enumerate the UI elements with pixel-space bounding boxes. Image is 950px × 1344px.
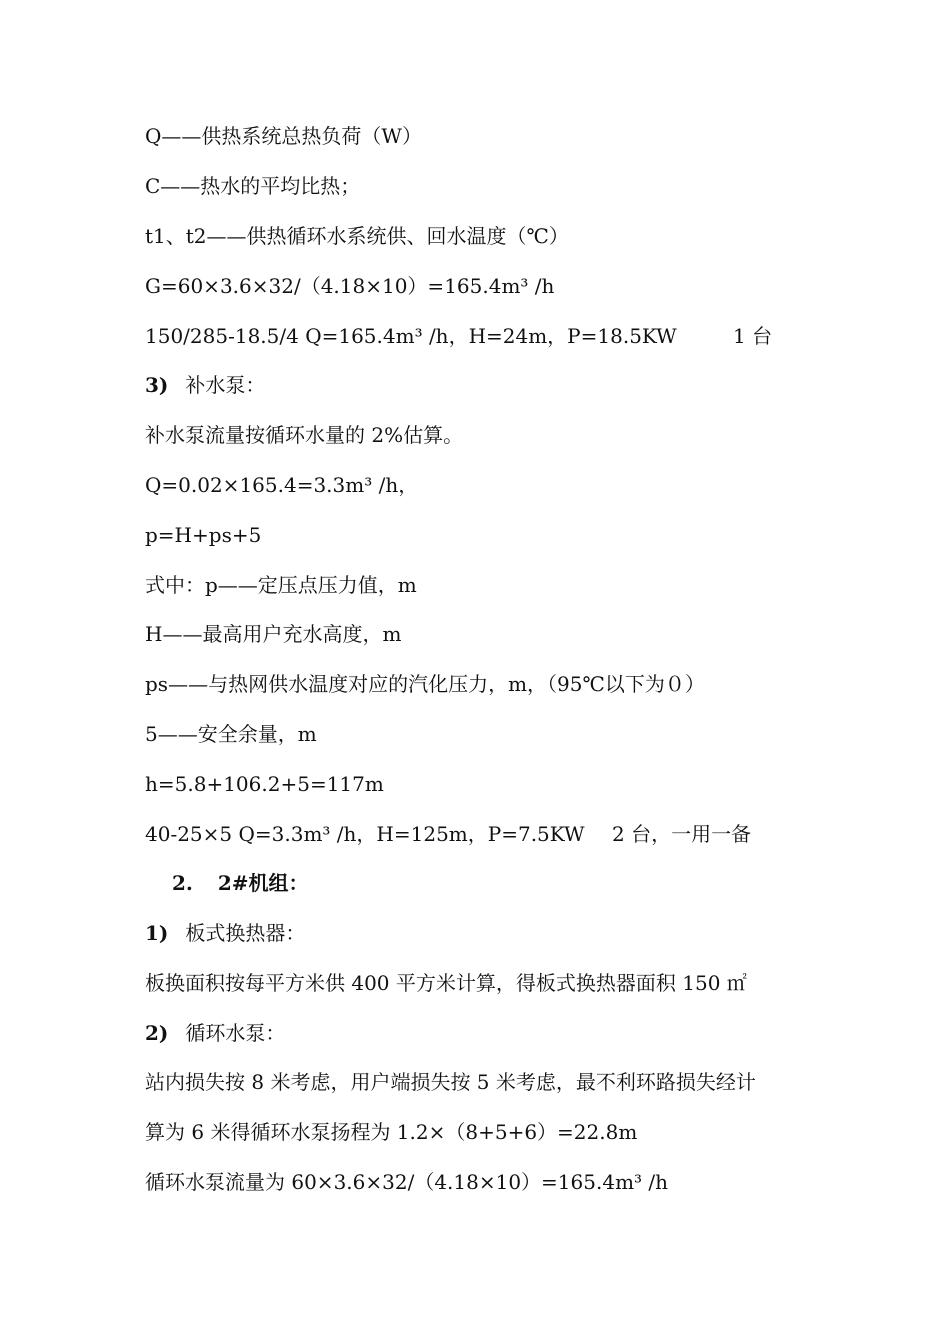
text-line-circulation-flow: 循环水泵流量为 60×3.6×32/（4.18×10）=165.4m³ /h	[145, 1170, 669, 1194]
text-line-t-definition: t1、t2——供热循环水系统供、回水温度（℃）	[145, 224, 569, 248]
text-line-h-definition: H——最高用户充水高度，m	[145, 622, 402, 646]
section-heading-circulation-pump	[145, 1018, 285, 1048]
heading-title: 补水泵：	[185, 373, 266, 397]
heading-number: 3)	[145, 373, 169, 397]
text-line-h-result: h=5.8+106.2+5=117m	[145, 772, 384, 796]
text-line-safety-margin: 5——安全余量，m	[145, 722, 317, 746]
quantity-label: 1 台	[733, 324, 773, 348]
section-heading-unit-2	[172, 868, 309, 898]
text-line-makeup-flow-estimate: 补水泵流量按循环水量的 2%估算。	[145, 423, 464, 447]
heading-title: 循环水泵：	[185, 1021, 286, 1045]
heading-number: 2)	[145, 1021, 169, 1045]
section-heading-makeup-pump	[145, 370, 265, 400]
text-line-q-definition: Q——供热系统总热负荷（W）	[145, 124, 422, 148]
text-line-exchanger-area: 板换面积按每平方米供 400 平方米计算，得板式换热器面积 150 ㎡	[145, 971, 747, 995]
heading-number: 2.	[172, 871, 193, 895]
text-line-pressure-formula: p=H+ps+5	[145, 523, 262, 547]
text-line-head-loss-1: 站内损失按 8 米考虑，用户端损失按 5 米考虑，最不利环路损失经计	[145, 1070, 756, 1094]
text-line-makeup-flow-formula: Q=0.02×165.4=3.3m³ /h，	[145, 473, 419, 497]
text-line-p-definition: 式中：p——定压点压力值，m	[145, 573, 417, 597]
heading-title: 2#机组：	[217, 871, 309, 895]
section-heading-plate-exchanger	[145, 918, 305, 948]
quantity-label: 2 台，一用一备	[612, 822, 752, 846]
text-line-circulation-pump-spec: 150/285-18.5/4 Q=165.4m³ /h，H=24m，P=18.5KW 1 台	[145, 321, 785, 351]
text-line-makeup-pump-spec: 40-25×5 Q=3.3m³ /h，H=125m，P=7.5KW 2 台，一用一备	[145, 819, 785, 849]
text-line-ps-definition: ps——与热网供水温度对应的汽化压力，m，（95℃以下为０）	[145, 672, 705, 696]
text-line-g-formula: G=60×3.6×32/（4.18×10）=165.4m³ /h	[145, 274, 555, 298]
heading-number: 1)	[145, 921, 169, 945]
heading-title: 板式换热器：	[185, 921, 306, 945]
text-line-c-definition: C——热水的平均比热；	[145, 174, 361, 198]
text-line-head-loss-2: 算为 6 米得循环水泵扬程为 1.2×（8+5+6）=22.8m	[145, 1120, 638, 1144]
